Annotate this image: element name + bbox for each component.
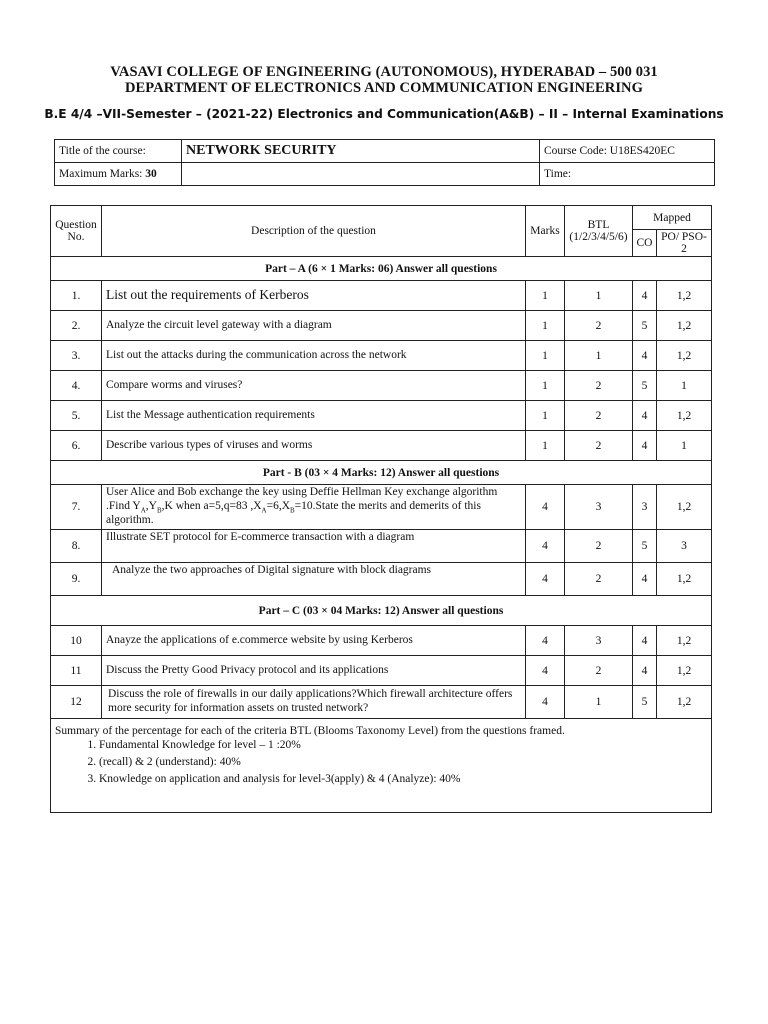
question-number: 4.: [51, 371, 102, 401]
question-number: 12: [51, 686, 102, 719]
exam-title: B.E 4/4 –VII-Semester – (2021-22) Electronics and Communication(A&B) – II – Internal Examinations: [44, 107, 724, 121]
question-description: List out the requirements of Kerberos: [102, 281, 526, 311]
question-btl: 2: [565, 530, 633, 563]
question-marks: 1: [526, 401, 565, 431]
question-co: 5: [633, 530, 657, 563]
question-btl: 2: [565, 401, 633, 431]
question-co: 4: [633, 656, 657, 686]
question-po: 1: [657, 371, 712, 401]
question-description: Describe various types of viruses and worms: [102, 431, 526, 461]
question-po: 1,2: [657, 686, 712, 719]
course-info-table: [54, 139, 715, 186]
question-number: 5.: [51, 401, 102, 431]
summary-item: 1. Fundamental Knowledge for level – 1 :20%: [99, 739, 707, 751]
question-co: 4: [633, 431, 657, 461]
q7-sub-b: B: [156, 506, 162, 515]
college-name: VASAVI COLLEGE OF ENGINEERING (AUTONOMOUS), HYDERABAD – 500 031: [110, 64, 658, 80]
question-co: 4: [633, 341, 657, 371]
question-marks: 4: [526, 656, 565, 686]
question-description: List out the attacks during the communication across the network: [102, 341, 526, 371]
question-description: Discuss the role of firewalls in our daily applications?Which firewall architecture offers more security for information assets on trusted network?: [102, 686, 526, 719]
question-po: 3: [657, 530, 712, 563]
question-description: Analyze the two approaches of Digital signature with block diagrams: [102, 563, 526, 596]
question-po: 1,2: [657, 626, 712, 656]
question-description: Compare worms and viruses?: [102, 371, 526, 401]
question-po: 1,2: [657, 401, 712, 431]
question-btl: 1: [565, 686, 633, 719]
max-marks-cell: [55, 163, 182, 186]
question-number: 8.: [51, 530, 102, 563]
question-marks: 4: [526, 563, 565, 596]
question-marks: 1: [526, 311, 565, 341]
summary-list: [77, 739, 707, 785]
q7-sub-xb: B: [290, 506, 295, 515]
question-description: Anayze the applications of e.commerce website by using Kerberos: [102, 626, 526, 656]
q7-sub-xa: A: [261, 506, 267, 515]
question-number: 1.: [51, 281, 102, 311]
question-marks: 4: [526, 686, 565, 719]
summary-item: 3. Knowledge on application and analysis for level-3(apply) & 4 (Analyze): 40%: [99, 773, 707, 785]
question-btl: 2: [565, 311, 633, 341]
question-co: 4: [633, 401, 657, 431]
q7-text-d: =6,X: [266, 499, 290, 512]
part-c-title: Part – C (03 × 04 Marks: 12) Answer all questions: [51, 596, 712, 626]
question-marks: 4: [526, 530, 565, 563]
question-marks: 4: [526, 485, 565, 530]
header-marks: Marks: [526, 206, 565, 257]
question-btl: 2: [565, 563, 633, 596]
question-co: 5: [633, 371, 657, 401]
question-number: 9.: [51, 563, 102, 596]
question-co: 4: [633, 563, 657, 596]
question-po: 1,2: [657, 281, 712, 311]
question-po: 1,2: [657, 563, 712, 596]
summary-intro: Summary of the percentage for each of the criteria BTL (Blooms Taxonomy Level) from the questions framed.: [55, 725, 565, 738]
question-marks: 1: [526, 371, 565, 401]
header-mapped: Mapped: [633, 206, 712, 230]
question-btl: 2: [565, 431, 633, 461]
question-co: 3: [633, 485, 657, 530]
question-description: List the Message authentication requirements: [102, 401, 526, 431]
max-marks-label: Maximum Marks:: [59, 168, 143, 180]
question-marks: 1: [526, 431, 565, 461]
summary-item: 2. (recall) & 2 (understand): 40%: [99, 756, 707, 768]
header-po: PO/ PSO-2: [657, 230, 712, 257]
q7-text-e: =10.State the merits and demerits of this algorithm.: [106, 499, 481, 527]
question-number: 10: [51, 626, 102, 656]
question-co: 4: [633, 281, 657, 311]
question-btl: 1: [565, 281, 633, 311]
question-marks: 4: [526, 626, 565, 656]
question-po: 1,2: [657, 311, 712, 341]
btl-summary: [51, 719, 712, 813]
question-btl: 3: [565, 626, 633, 656]
q7-text-c: ,K when a=5,q=83 ,X: [161, 499, 262, 512]
question-co: 4: [633, 626, 657, 656]
department-name: DEPARTMENT OF ELECTRONICS AND COMMUNICATION ENGINEERING: [124, 80, 644, 96]
course-title-value: NETWORK SECURITY: [182, 140, 540, 163]
question-marks: 1: [526, 281, 565, 311]
question-po: 1,2: [657, 485, 712, 530]
q7-sub-a: A: [140, 506, 146, 515]
question-number: 11: [51, 656, 102, 686]
course-title-label: Title of the course:: [55, 140, 182, 163]
part-a-title: Part – A (6 × 1 Marks: 06) Answer all questions: [51, 257, 712, 281]
q7-text-a: User Alice and Bob exchange the key using Deffie Hellman Key exchange algorithm .Find Y: [106, 486, 498, 512]
question-description: [102, 485, 526, 530]
part-b-title: Part - B (03 × 4 Marks: 12) Answer all questions: [51, 461, 712, 485]
question-btl: 1: [565, 341, 633, 371]
header-qno: Question No.: [51, 206, 102, 257]
time-label: Time:: [540, 163, 715, 186]
q7-text-b: ,Y: [145, 499, 157, 512]
question-number: 3.: [51, 341, 102, 371]
question-description: Illustrate SET protocol for E-commerce transaction with a diagram: [102, 530, 526, 563]
question-number: 7.: [51, 485, 102, 530]
max-marks-value: 30: [145, 168, 157, 180]
question-number: 6.: [51, 431, 102, 461]
header-description: Description of the question: [102, 206, 526, 257]
question-marks: 1: [526, 341, 565, 371]
question-description: Analyze the circuit level gateway with a diagram: [102, 311, 526, 341]
question-co: 5: [633, 311, 657, 341]
question-btl: 3: [565, 485, 633, 530]
question-btl: 2: [565, 371, 633, 401]
question-po: 1,2: [657, 341, 712, 371]
header-co: CO: [633, 230, 657, 257]
question-po: 1,2: [657, 656, 712, 686]
questions-table: [50, 205, 712, 813]
question-co: 5: [633, 686, 657, 719]
question-number: 2.: [51, 311, 102, 341]
course-code: Course Code: U18ES420EC: [540, 140, 715, 163]
header-btl: BTL (1/2/3/4/5/6): [565, 206, 633, 257]
empty-cell: [182, 163, 540, 186]
question-btl: 2: [565, 656, 633, 686]
question-po: 1: [657, 431, 712, 461]
question-description: Discuss the Pretty Good Privacy protocol and its applications: [102, 656, 526, 686]
